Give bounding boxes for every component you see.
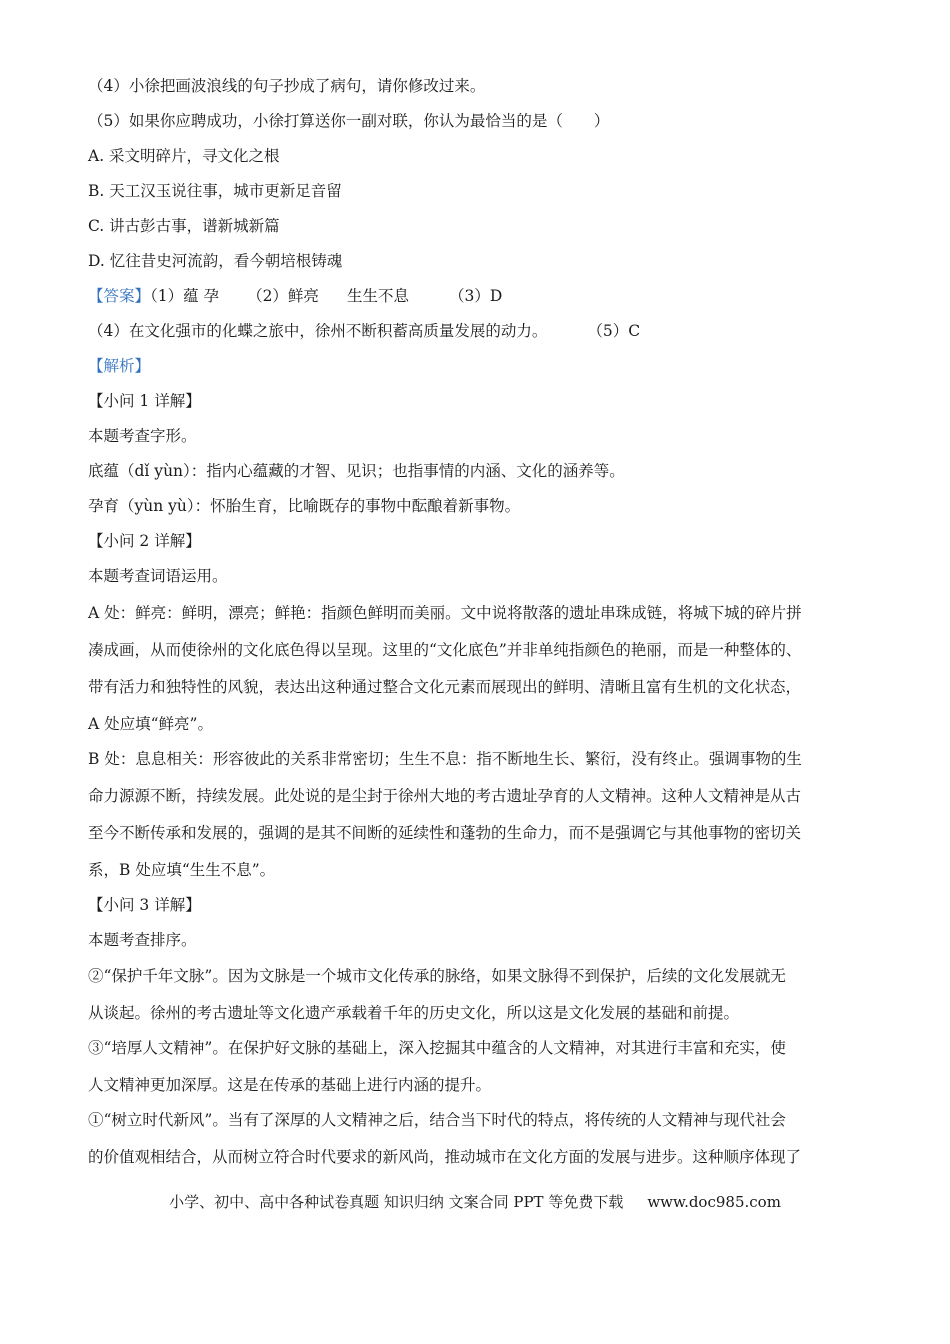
answer-tag: 【答案】 bbox=[88, 287, 151, 305]
paragraph: 孕育（yùn yù）：怀胎生育，比喻既存的事物中酝酿着新事物。 bbox=[88, 497, 521, 515]
paragraph: 底蕴（dǐ yùn）：指内心蕴藏的才智、见识；也指事情的内涵、文化的涵养等。 bbox=[88, 462, 625, 480]
page-footer bbox=[0, 1192, 950, 1212]
paragraph: B 处：息息相关：形容彼此的关系非常密切；生生不息：指不断地生长、繁衍，没有终止。强调事物的生 bbox=[88, 750, 802, 768]
paragraph: A 处：鲜亮：鲜明，漂亮；鲜艳：指颜色鲜明而美丽。文中说将散落的遗址串珠成链，将城下城的碎片拼 bbox=[88, 604, 802, 622]
paragraph: 本题考查排序。 bbox=[88, 931, 197, 949]
paragraph: 凑成画，从而使徐州的文化底色得以呈现。这里的“文化底色”并非单纯指颜色的艳丽，而是一种整体的、 bbox=[88, 641, 802, 659]
answer-2: （2）鲜亮 bbox=[247, 287, 319, 305]
option-b: B. 天工汉玉说往事，城市更新足音留 bbox=[88, 182, 342, 200]
answer-1: （1）蕴 孕 bbox=[150, 287, 220, 305]
answer-3: （3）D bbox=[448, 287, 503, 305]
paragraph: 带有活力和独特性的风貌，表达出这种通过整合文化元素而展现出的鲜明、清晰且富有生机的文化状态， bbox=[88, 678, 802, 696]
paragraph: 从谈起。徐州的考古遗址等文化遗产承载着千年的历史文化，所以这是文化发展的基础和前提。 bbox=[88, 1004, 740, 1022]
answer-5: （5）C bbox=[587, 322, 641, 340]
question-4: （4）小徐把画波浪线的句子抄成了病句，请你修改过来。 bbox=[88, 77, 486, 95]
footer-text: 小学、初中、高中各种试卷真题 知识归纳 文案合同 PPT 等免费下载 bbox=[169, 1193, 624, 1211]
answer-2b: 生生不息 bbox=[346, 287, 409, 305]
section-heading-2: 【小问 2 详解】 bbox=[88, 532, 201, 550]
paragraph: 本题考查字形。 bbox=[88, 427, 197, 445]
paragraph: 至今不断传承和发展的，强调的是其不间断的延续性和蓬勃的生命力，而不是强调它与其他事物的密切关 bbox=[88, 824, 802, 842]
paragraph: 系，B 处应填“生生不息”。 bbox=[88, 861, 276, 879]
question-5: （5）如果你应聘成功，小徐打算送你一副对联，你认为最恰当的是（ ） bbox=[88, 112, 610, 130]
paragraph: 人文精神更加深厚。这是在传承的基础上进行内涵的提升。 bbox=[88, 1076, 492, 1094]
answer-4: （4）在文化强市的化蝶之旅中，徐州不断积蓄高质量发展的动力。 bbox=[88, 322, 548, 340]
answer-line-2 bbox=[88, 321, 640, 341]
paragraph: ①“树立时代新风”。当有了深厚的人文精神之后，结合当下时代的特点，将传统的人文精神与现代社会 bbox=[88, 1111, 786, 1129]
paragraph: 的价值观相结合，从而树立符合时代要求的新风尚，推动城市在文化方面的发展与进步。这种顺序体现了 bbox=[88, 1148, 802, 1166]
option-d: D. 忆往昔史河流韵，看今朝培根铸魂 bbox=[88, 252, 343, 270]
footer-url[interactable]: www.doc985.com bbox=[647, 1193, 781, 1211]
option-c: C. 讲古彭古事，谱新城新篇 bbox=[88, 217, 280, 235]
paragraph: ③“培厚人文精神”。在保护好文脉的基础上，深入挖掘其中蕴含的人文精神，对其进行丰富和充实，使 bbox=[88, 1039, 786, 1057]
paragraph: 命力源源不断，持续发展。此处说的是尘封于徐州大地的考古遗址孕育的人文精神。这种人文精神是从古 bbox=[88, 787, 802, 805]
section-heading-1: 【小问 1 详解】 bbox=[88, 392, 201, 410]
option-a: A. 采文明碎片，寻文化之根 bbox=[88, 147, 280, 165]
paragraph: ②“保护千年文脉”。因为文脉是一个城市文化传承的脉络，如果文脉得不到保护，后续的文化发展就无 bbox=[88, 967, 786, 985]
paragraph: 本题考查词语运用。 bbox=[88, 567, 228, 585]
answer-line-1 bbox=[88, 286, 502, 306]
section-heading-3: 【小问 3 详解】 bbox=[88, 896, 201, 914]
paragraph: A 处应填“鲜亮”。 bbox=[88, 715, 213, 733]
analysis-tag: 【解析】 bbox=[88, 357, 151, 375]
